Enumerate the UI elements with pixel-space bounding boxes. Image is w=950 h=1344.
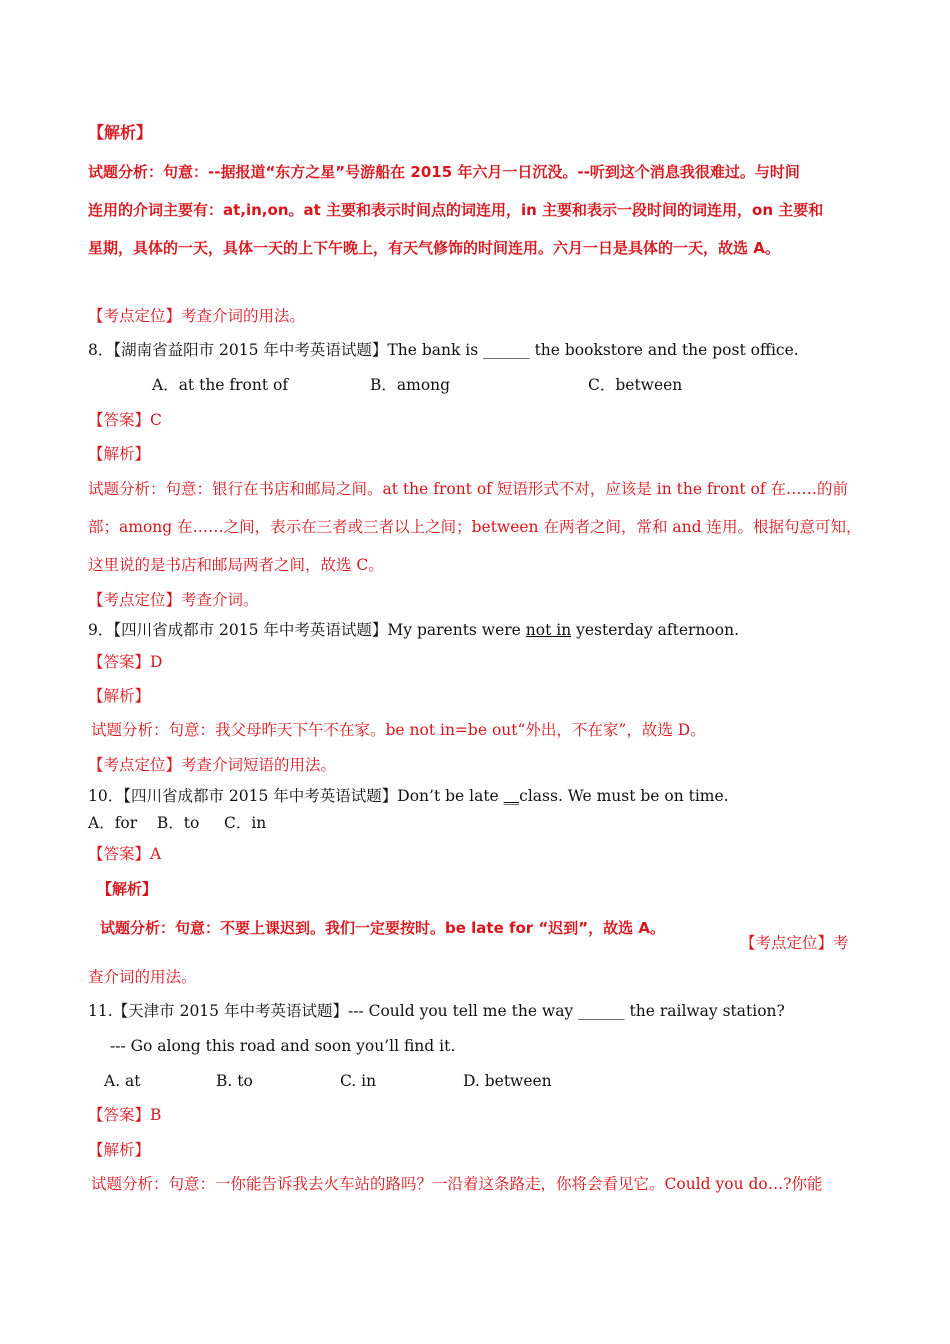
q8-analysis-line-3: 这里说的是书店和邮局两者之间，故选 C。 (88, 556, 384, 574)
q10-knowledge-point-part1: 【考点定位】考 (740, 934, 849, 952)
q7-analysis-label: 【解析】 (88, 123, 153, 142)
q8-option-a: A．at the front of (152, 376, 289, 394)
q9-knowledge-point: 【考点定位】考查介词短语的用法。 (88, 756, 337, 774)
q8-stem: 8．【湖南省益阳市 2015 年中考英语试题】The bank is ______ the bookstore and the post office. (88, 341, 799, 359)
q10-stem (88, 786, 729, 806)
q10-options: A．for B．to C．in (88, 814, 267, 832)
q7-analysis-line-2: 连用的介词主要有：at,in,on。at 主要和表示时间点的词连用，in 主要和表示一段时间的词连用，on 主要和 (88, 201, 824, 219)
q7-analysis-line-1: 试题分析：句意：--据报道“东方之星”号游船在 2015 年六月一日沉没。--听到这个消息我很难过。与时间 (88, 163, 800, 181)
q8-option-b: B．among (370, 376, 451, 394)
q11-option-c: C. in (340, 1072, 377, 1090)
q8-analysis-line-1: 试题分析：句意：银行在书店和邮局之间。at the front of 短语形式不对，应该是 in the front of 在……的前 (88, 480, 849, 498)
q10-stem-blank: __ (503, 787, 520, 805)
q8-analysis-label: 【解析】 (88, 445, 151, 463)
q11-stem: 11.【天津市 2015 年中考英语试题】--- Could you tell me the way ______ the railway station? (88, 1002, 785, 1020)
q8-answer: 【答案】C (88, 411, 162, 429)
q9-answer: 【答案】D (88, 653, 163, 671)
q9-stem-after: yesterday afternoon. (571, 621, 740, 639)
q10-answer: 【答案】A (88, 845, 162, 863)
q8-option-c: C．between (588, 376, 683, 394)
q9-stem-underlined: not in (525, 621, 572, 639)
q10-stem-before: 10．【四川省成都市 2015 年中考英语试题】Don’t be late (88, 787, 504, 805)
q11-option-a: A. at (104, 1072, 141, 1090)
q9-stem-before: 9．【四川省成都市 2015 年中考英语试题】My parents were (88, 621, 526, 639)
q11-answer: 【答案】B (88, 1106, 162, 1124)
q11-reply: --- Go along this road and soon you’ll find it. (110, 1037, 456, 1055)
q10-knowledge-point-part2: 查介词的用法。 (88, 968, 197, 986)
q7-knowledge-point: 【考点定位】考查介词的用法。 (88, 307, 306, 325)
q10-analysis-label: 【解析】 (97, 880, 158, 898)
q9-stem (88, 620, 739, 640)
q11-analysis-label: 【解析】 (88, 1141, 151, 1159)
q11-option-b: B. to (216, 1072, 253, 1090)
q10-stem-after: class. We must be on time. (519, 787, 729, 805)
q8-analysis-line-2: 部；among 在……之间，表示在三者或三者以上之间；between 在两者之间，常和 and 连用。根据句意可知， (88, 518, 862, 536)
q10-analysis-line: 试题分析：句意：不要上课迟到。我们一定要按时。be late for “迟到”，故选 A。 (100, 919, 665, 937)
q11-option-d: D. between (463, 1072, 552, 1090)
q7-analysis-line-3: 星期，具体的一天，具体一天的上下午晚上，有天气修饰的时间连用。六月一日是具体的一天，故选 A。 (88, 239, 780, 257)
q11-analysis-line: 试题分析：句意：一你能告诉我去火车站的路吗？一沿着这条路走，你将会看见它。Could you do…?你能 (91, 1175, 823, 1193)
q9-analysis-line: 试题分析：句意：我父母昨天下午不在家。be not in=be out“外出，不在家”，故选 D。 (91, 721, 706, 739)
q9-analysis-label: 【解析】 (88, 687, 151, 705)
q8-knowledge-point: 【考点定位】考查介词。 (88, 591, 259, 609)
